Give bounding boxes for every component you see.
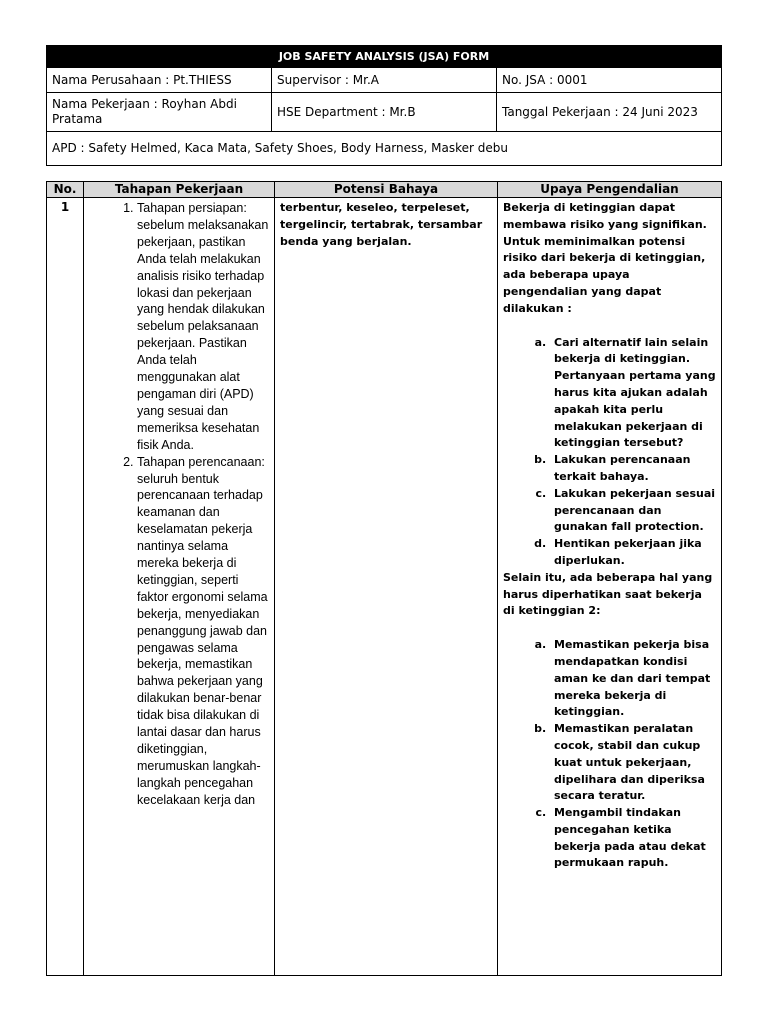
hazard-cell: terbentur, keseleo, terpeleset, tergelincir, tertabrak, tersambar benda yang berjalan. [275, 198, 498, 976]
jsa-number-field: No. JSA : 0001 [497, 68, 722, 93]
list-item: a. Memastikan pekerja bisa mendapatkan kondisi aman ke dan dari tempat mereka bekerja di ketinggian. [550, 637, 716, 721]
jsa-header-table [46, 45, 722, 166]
header-no: No. [47, 182, 84, 198]
apd-field: APD : Safety Helmed, Kaca Mata, Safety Shoes, Body Harness, Masker debu [47, 132, 722, 166]
form-title: JOB SAFETY ANALYSIS (JSA) FORM [47, 46, 722, 68]
company-field: Nama Perusahaan : Pt.THIESS [47, 68, 272, 93]
supervisor-field: Supervisor : Mr.A [272, 68, 497, 93]
list-item: 2. Tahapan perencanaan: seluruh bentuk perencanaan terhadap keamanan dan keselamatan pekerja nantinya selama mereka bekerja di ketinggian, seperti faktor ergonomi selama bekerja, menyediakan penanggung jawab dan pengawas selama bekerja, memastikan bahwa pekerjaan yang dilakukan benar-benar tidak bisa dilakukan di lantai dasar dan harus diketinggian, merumuskan langkah-langkah pencegahan kecelakaan kerja dan [137, 454, 271, 809]
control-cell [498, 198, 722, 976]
list-item: a. Cari alternatif lain selain bekerja di ketinggian. Pertanyaan pertama yang harus kita ajukan adalah apakah kita perlu melakukan pekerjaan di ketinggian tersebut? [550, 335, 716, 453]
control-intro: Bekerja di ketinggian dapat membawa risiko yang signifikan. Untuk meminimalkan potensi risiko dari bekerja di ketinggian, ada beberapa upaya pengendalian yang dapat dilakukan : [503, 201, 707, 315]
jsa-analysis-table [46, 181, 722, 976]
job-date-field: Tanggal Pekerjaan : 24 Juni 2023 [497, 93, 722, 132]
list-item: 1. Tahapan persiapan: sebelum melaksanakan pekerjaan, pastikan Anda telah melakukan analisis risiko terhadap lokasi dan pekerjaan yang hendak dilakukan sebelum pelaksanaan pekerjaan. Pastikan Anda telah menggunakan alat pengaman diri (APD) yang sesuai dan memeriksa kesehatan fisik Anda. [137, 200, 271, 454]
table-row [47, 198, 722, 976]
header-hazards: Potensi Bahaya [275, 182, 498, 198]
list-item: b. Lakukan perencanaan terkait bahaya. [550, 452, 716, 486]
list-item: d. Hentikan pekerjaan jika diperlukan. [550, 536, 716, 570]
list-item: c. Lakukan pekerjaan sesuai perencanaan dan gunakan fall protection. [550, 486, 716, 536]
job-steps-list [84, 200, 271, 809]
job-name-field: Nama Pekerjaan : Royhan Abdi Pratama [47, 93, 272, 132]
list-item: c. Mengambil tindakan pencegahan ketika bekerja pada atau dekat permukaan rapuh. [550, 805, 716, 872]
row-number: 1 [47, 198, 84, 976]
hse-department-field: HSE Department : Mr.B [272, 93, 497, 132]
header-controls: Upaya Pengendalian [498, 182, 722, 198]
list-item: b. Memastikan peralatan cocok, stabil dan cukup kuat untuk pekerjaan, dipelihara dan diperiksa secara teratur. [550, 721, 716, 805]
control-mid-text: Selain itu, ada beberapa hal yang harus diperhatikan saat bekerja di ketinggian 2: [503, 570, 713, 618]
control-list-primary [503, 335, 716, 570]
job-steps-cell [84, 198, 275, 976]
control-list-secondary [503, 637, 716, 872]
header-job-steps: Tahapan Pekerjaan [84, 182, 275, 198]
